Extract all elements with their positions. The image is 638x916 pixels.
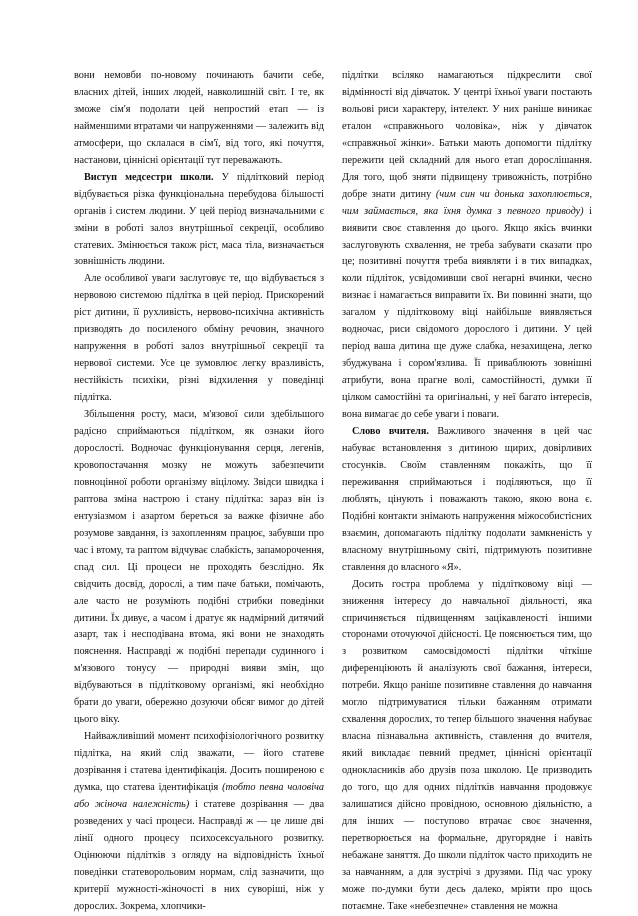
paragraph — [74, 729, 324, 915]
paragraph — [74, 170, 324, 272]
paragraph — [74, 68, 324, 170]
two-column-layout — [74, 68, 592, 916]
paragraph — [342, 424, 592, 577]
paragraph-text: У підлітковий період відбувається різка функціональна перебудова більшості органів і систем людини. У цей період визначальними є зміни в роботі залоз внутрішньої секреції, особливо статевих. Змінюється також ріст, маса тіла, визначається зовнішність людини. — [74, 171, 324, 268]
italic-aside: (тобто певна чоловіча або жіноча належність) — [74, 782, 324, 810]
paragraph-text: Досить гостра проблема у підлітковому віці — зниження інтересу до навчальної діяльності, яка спричиняється підвищенням зацікавленості іншими сторонами оточуючої дійсності. Це пояснюється тим, що з розвитком самосвідомості підлітки чіткіше диференціюють й аналізують свої бажання, інтереси, потреби. Якщо раніше позитивне ставлення до навчання могло підтримуватися тільки бажанням отримати схвалення дорослих, то тепер більшого значення набуває власна пізнавальна активність, ставлення до вчителя, який викладає певний предмет, ціннісні орієнтації однокласників або друзів поза школою. Це призводить до того, що для одних підлітків навчання продовжує залишатися дійсно провідною, основною діяльністю, а для інших — поступово втрачає своє значення, перетворюється на формальне, другорядне і навіть небажане заняття. До школи підліток часто приходить не за навчанням, а для зустрічі з друзями. Під час уроку може по-думки бути десь далеко, мріяти про щось потаємне. Таке «небезпечне» ставлення не можна — [342, 578, 592, 912]
right-column — [342, 68, 592, 916]
italic-aside: (чим син чи донька захоплюється, чим займається, яка їхня думка з певного приводу) — [342, 188, 592, 217]
paragraph-text: підлітки всіляко намагаються підкреслити свої відмінності від дівчаток. У центрі їхньої уваги постають вольові риси характеру, інтелект. У них раніше виникає еталон «справжнього чоловіка», ніж у дівчаток «справжньої жінки». Батьки мають допомогти підлітку пережити цей складний для нього етап дорослішання. Для того, щоб зняти підвищену тривожність, потрібно добре знати дитину — [342, 70, 592, 200]
paragraph-text: вони немовби по-новому починають бачити себе, власних дітей, інших людей, навколишній світ. І те, як зможе сім'я подолати цей непростий етап — із найменшими втратами чи напруженнями — залежить від атмосфери, що склалася в сім'ї, від того, які почуття, настанови, ціннісні орієнтації тут переважають. — [74, 70, 324, 166]
paragraph — [342, 68, 592, 424]
paragraph-text: і виявити своє ставлення до цього. Якщо якісь вчинки заслуговують схвалення, не треба забувати сказати про це; позитивні почуття треба виявляти і в тих випадках, коли підліток, усвідомивши свої негарні вчинки, чесно визнає і намагається виправити їх. Ви повинні знати, що загалом у підлітковому віці найбільше виявляється водночас, риси свідомого дорослого і дитини. У цей період ваша дитина ще дуже слабка, незахищена, легко збуджувана і сором'язлива. Її приваблюють зовнішні атрибути, вона прагне волі, самостійності, думки її цілком самостійні та оригінальні, у неї багато інтересів, вона вимагає до себе уваги і поваги. — [342, 205, 592, 421]
paragraph-text: Важливого значення в цей час набуває встановлення з дитиною щирих, довірливих стосунків. Своїм ставленням покажіть, що її переживання сприймаються і поділяються, що її люблять, цінують і поважають такою, якою вона є. Подібні контакти знімають напруження міжособистісних взаємин, допомагають підлітку подолати замкненість у власному внутрішньому світі, підтримують позитивне ставлення до власного «Я». — [342, 426, 592, 573]
paragraph-heading: Виступ медсестри школи. — [84, 171, 214, 183]
paragraph-text: Найважливіший момент психофізіологічного розвитку підлітка, на який слід зважати, — його статеве дозрівання і статева ідентифікація. Досить поширеною є думка, що статева ідентифікація — [74, 731, 324, 794]
paragraph-heading: Слово вчителя. — [352, 426, 429, 438]
paragraph — [74, 407, 324, 729]
paragraph — [74, 271, 324, 407]
paragraph-text: і статеве дозрівання — два розведених у часі процеси. Насправді ж — це лише дві лінії одного процесу психосексуального розвитку. Оцінюючи підлітків з огляду на відповідність їхньої поведінки статеворольовим нормам, слід зазначити, що критерії мужності-жіночості в них суворіші, ніж у дорослих. Зокрема, хлопчики- — [74, 798, 325, 912]
paragraph — [342, 577, 592, 916]
paragraph-text: Але особливої уваги заслуговує те, що відбувається з нервовою системою підлітка в цей період. Прискорений ріст дитини, її рухливість, нервово-психічна активність призводять до посиленого обміну речовин, значного напруження в роботі залоз внутрішньої секреції та нервової системи. Усе це зумовлює легку вразливість, нестійкість психіки, різні відхилення у поведінці підлітка. — [74, 273, 324, 404]
paragraph-text: Збільшення росту, маси, м'язової сили здебільшого радісно сприймаються підлітком, як ознаки його дорослості. Водночас функціонування серця, легенів, кровопостачання мозку не можуть забезпечити повноцінної роботи організму віцілому. Звідси швидка і раптова зміна настрою і стану підлітка: зараз він із ентузіазмом і азартом береться за важке фізичне або розумове завдання, із захопленням працює, забувши про час і втому, та раптом відчуває слабкість, запаморочення, спад сил. Ці процеси не проходять безслідно. Як свідчить досвід, дорослі, а тим паче батьки, помічають, але часто не розуміють подібні стрибки поведінки дитини. Їх дивує, а часом і дратує як надмірний дитячий азарт, так і несподівана втома, які вони не знаходять пояснення. Насправді ж подібні перепади судинного і м'язового тонусу — природні вияви змін, що відбуваються в підлітковому організмі, які необхідно брати до уваги, обережно дозуючи обсяг вимог до дітей цього віку. — [74, 409, 324, 726]
left-column — [74, 68, 324, 916]
